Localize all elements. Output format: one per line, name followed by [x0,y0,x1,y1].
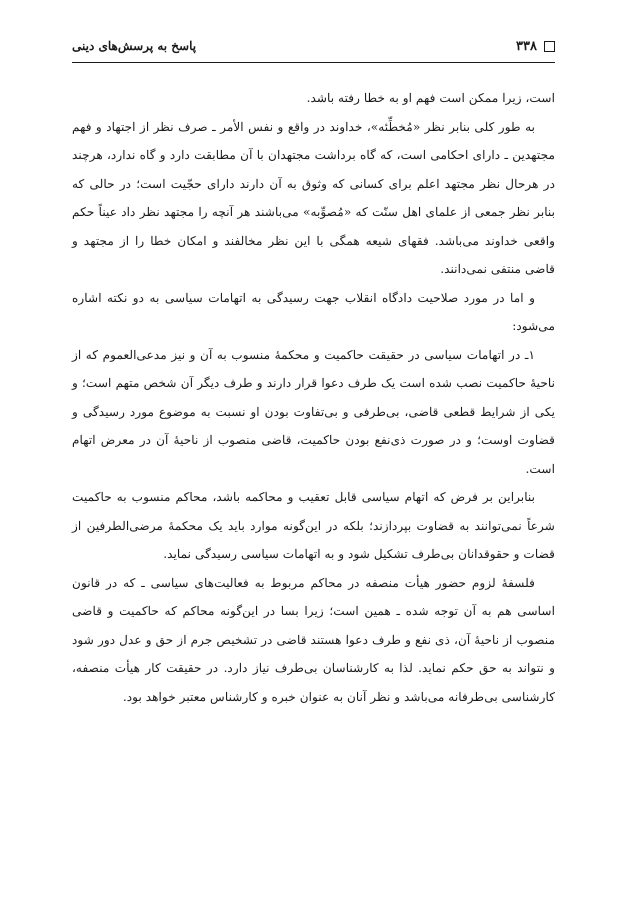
header-divider [72,62,555,63]
page-header [72,34,555,58]
paragraph: ۱ـ در اتهامات سیاسی در حقیقت حاکمیت و محکمهٔ منسوب به آن و نیز مدعی‌العموم که از ناحیهٔ حاکمیت نصب شده است یک طرف دعوا قرار دارند و طرف دیگر آن شخص متهم است؛ و یکی از شرایط قطعی قاضی، بی‌طرفی و بی‌تفاوت بودن او نسبت به موضوع مورد رسیدگی و قضاوت اوست؛ و در صورت ذی‌نفع بودن حاکمیت، قاضی منصوب از ناحیهٔ آن در معرض اتهام است. [72,347,555,476]
page-number: ۳۳۸ [516,38,537,54]
paragraph: به طور کلی بنابر نظر «مُخطِّئه»، خداوند در واقع و نفس الأمر ـ صرف نظر از اجتهاد و فهم مجتهدین ـ دارای احکامی است، که گاه برداشت مجتهدان با آن مطابقت دارد و گاه ندارد، هرچند در هرحال نظر مجتهد اعلم برای کسانی که وثوق به آن دارند دارای حجّیت است؛ در حالی که بنابر نظر جمعی از علمای اهل سنّت که «مُصوِّبه» می‌باشند هر آنچه را مجتهد نظر داد عیناً حکم واقعی خداوند می‌باشد. فقهای شیعه همگی با این نظر مخالفند و امکان خطا را از مجتهد و قاضی منتفی نمی‌دانند. [72,119,555,276]
paragraph: و اما در مورد صلاحیت دادگاه انقلاب جهت رسیدگی به اتهامات سیاسی به دو نکته اشاره می‌شود: [72,290,555,333]
paragraph: فلسفهٔ لزوم حضور هیأت منصفه در محاکم مربوط به فعالیت‌های سیاسی ـ که در قانون اساسی هم به آن توجه شده ـ همین است؛ زیرا بسا در این‌گونه محاکم که حاکمیت و قاضی منصوب از ناحیهٔ آن، ذی نفع و طرف دعوا هستند قاضی در تشخیص جرم از حق و عدل دور شود و نتواند به حق حکم نماید. لذا به کارشناسان بی‌طرف نیاز دارد. در حقیقت کار هیأت منصفه، کارشناسی بی‌طرفانه می‌باشد و نظر آنان به عنوان خبره و کارشناس معتبر خواهد بود. [72,575,555,704]
running-title: پاسخ به پرسش‌های دینی [72,39,197,53]
paragraph-continuation: است، زیرا ممکن است فهم او به خطا رفته باشد. [306,91,555,105]
square-outline-icon [544,41,555,52]
body-text [72,84,555,711]
paragraph: بنابراین بر فرض که اتهام سیاسی قابل تعقیب و محاکمه باشد، محاکم منسوب به حاکمیت شرعاً نمی‌توانند به قضاوت بپردازند؛ بلکه در این‌گونه موارد باید یک محکمهٔ مرضی‌الطرفین از قضات و حقوقدانان بی‌طرف تشکیل شود و به اتهامات سیاسی رسیدگی نماید. [72,490,555,561]
page-number-group [516,39,555,54]
